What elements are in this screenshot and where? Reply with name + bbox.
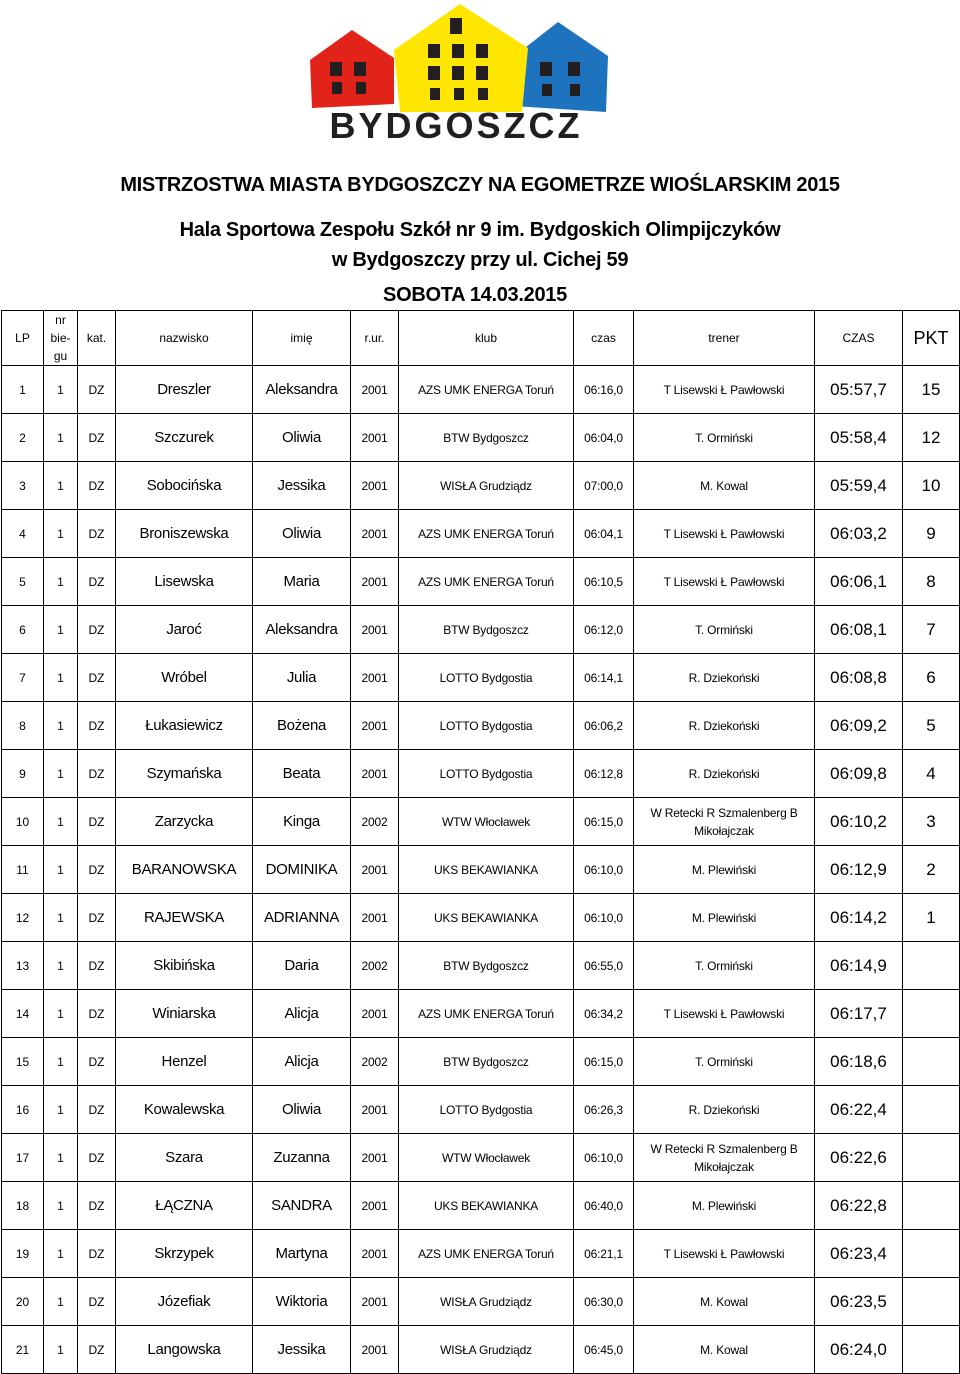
cell-lp: 13 [2,942,44,990]
table-row [2,846,960,894]
table-row [2,510,960,558]
cell-trener: M. Plewiński [634,846,815,894]
cell-nr-biegu: 1 [44,1230,78,1278]
cell-kat: DZ [78,1134,116,1182]
cell-imie: Alicja [253,990,351,1038]
cell-imie: Oliwia [253,414,351,462]
cell-klub: AZS UMK ENERGA Toruń [399,990,574,1038]
col-trener: trener [634,311,815,366]
cell-nr-biegu: 1 [44,606,78,654]
col-nr-biegu: nr bie- gu [44,311,78,366]
cell-czas-final: 06:12,9 [815,846,903,894]
table-row [2,414,960,462]
cell-nazwisko: BARANOWSKA [116,846,253,894]
cell-lp: 20 [2,1278,44,1326]
cell-czas: 06:10,0 [574,1134,634,1182]
cell-trener: M. Kowal [634,1326,815,1374]
cell-nr-biegu: 1 [44,942,78,990]
table-row [2,462,960,510]
cell-pkt [903,1278,960,1326]
cell-kat: DZ [78,1326,116,1374]
table-row [2,702,960,750]
cell-kat: DZ [78,414,116,462]
cell-klub: WISŁA Grudziądz [399,1326,574,1374]
cell-klub: WISŁA Grudziądz [399,1278,574,1326]
cell-nazwisko: Henzel [116,1038,253,1086]
cell-czas: 06:40,0 [574,1182,634,1230]
cell-pkt: 2 [903,846,960,894]
cell-nr-biegu: 1 [44,1038,78,1086]
cell-klub: LOTTO Bydgostia [399,654,574,702]
cell-klub: WISŁA Grudziądz [399,462,574,510]
cell-czas-final: 05:58,4 [815,414,903,462]
cell-lp: 4 [2,510,44,558]
cell-pkt: 10 [903,462,960,510]
cell-nazwisko: Skibińska [116,942,253,990]
cell-czas-final: 06:08,8 [815,654,903,702]
cell-imie: Oliwia [253,510,351,558]
cell-imie: DOMINIKA [253,846,351,894]
cell-pkt [903,1134,960,1182]
cell-imie: Maria [253,558,351,606]
results-table [1,310,960,1374]
cell-pkt: 6 [903,654,960,702]
cell-trener: T. Ormiński [634,942,815,990]
col-rur: r.ur. [351,311,399,366]
cell-lp: 7 [2,654,44,702]
cell-rur: 2001 [351,558,399,606]
cell-klub: UKS BEKAWIANKA [399,1182,574,1230]
cell-trener: R. Dziekoński [634,702,815,750]
cell-czas-final: 06:09,8 [815,750,903,798]
cell-kat: DZ [78,606,116,654]
cell-trener: R. Dziekoński [634,750,815,798]
cell-nr-biegu: 1 [44,798,78,846]
cell-nr-biegu: 1 [44,654,78,702]
cell-pkt: 4 [903,750,960,798]
cell-pkt: 12 [903,414,960,462]
cell-czas: 06:04,0 [574,414,634,462]
cell-rur: 2001 [351,894,399,942]
cell-czas-final: 06:14,9 [815,942,903,990]
cell-rur: 2001 [351,1134,399,1182]
cell-rur: 2001 [351,1326,399,1374]
cell-rur: 2001 [351,414,399,462]
cell-imie: SANDRA [253,1182,351,1230]
table-row [2,798,960,846]
cell-nr-biegu: 1 [44,366,78,414]
cell-czas: 06:16,0 [574,366,634,414]
col-lp: LP [2,311,44,366]
cell-nr-biegu: 1 [44,462,78,510]
cell-klub: LOTTO Bydgostia [399,702,574,750]
cell-kat: DZ [78,1230,116,1278]
cell-pkt: 5 [903,702,960,750]
cell-trener: T. Ormiński [634,1038,815,1086]
cell-nazwisko: Sobocińska [116,462,253,510]
cell-imie: Alicja [253,1038,351,1086]
cell-pkt: 7 [903,606,960,654]
cell-czas-final: 06:18,6 [815,1038,903,1086]
cell-kat: DZ [78,846,116,894]
cell-klub: BTW Bydgoszcz [399,942,574,990]
table-row [2,750,960,798]
cell-trener: T Lisewski Ł Pawłowski [634,510,815,558]
cell-imie: Aleksandra [253,606,351,654]
blue-house-icon [512,22,608,112]
cell-nazwisko: Szczurek [116,414,253,462]
cell-rur: 2001 [351,702,399,750]
cell-trener: M. Plewiński [634,894,815,942]
table-row [2,558,960,606]
cell-trener: W Retecki R Szmalenberg B Mikołajczak [634,1134,815,1182]
table-row [2,1182,960,1230]
cell-lp: 11 [2,846,44,894]
cell-czas-final: 06:08,1 [815,606,903,654]
cell-nr-biegu: 1 [44,1134,78,1182]
cell-kat: DZ [78,1278,116,1326]
cell-czas: 06:12,0 [574,606,634,654]
cell-trener: M. Kowal [634,462,815,510]
cell-lp: 14 [2,990,44,1038]
cell-nazwisko: Broniszewska [116,510,253,558]
cell-lp: 2 [2,414,44,462]
cell-rur: 2001 [351,366,399,414]
cell-nr-biegu: 1 [44,414,78,462]
cell-czas: 06:04,1 [574,510,634,558]
cell-lp: 18 [2,1182,44,1230]
cell-czas-final: 05:57,7 [815,366,903,414]
cell-lp: 5 [2,558,44,606]
cell-trener: T. Ormiński [634,606,815,654]
logo-wordmark: BYDGOSZCZ [329,105,583,146]
cell-imie: Bożena [253,702,351,750]
cell-nazwisko: Józefiak [116,1278,253,1326]
cell-nazwisko: Jaroć [116,606,253,654]
cell-pkt: 1 [903,894,960,942]
cell-nazwisko: Dreszler [116,366,253,414]
col-kat: kat. [78,311,116,366]
cell-rur: 2001 [351,654,399,702]
cell-klub: UKS BEKAWIANKA [399,846,574,894]
cell-klub: BTW Bydgoszcz [399,606,574,654]
cell-nazwisko: Skrzypek [116,1230,253,1278]
cell-lp: 6 [2,606,44,654]
cell-klub: LOTTO Bydgostia [399,750,574,798]
red-house-icon [310,30,394,108]
cell-trener: M. Kowal [634,1278,815,1326]
venue-line-2: w Bydgoszczy przy ul. Cichej 59 [331,249,629,271]
cell-nr-biegu: 1 [44,1326,78,1374]
table-row [2,1038,960,1086]
cell-nr-biegu: 1 [44,990,78,1038]
cell-imie: Zuzanna [253,1134,351,1182]
cell-lp: 3 [2,462,44,510]
table-header [2,311,960,366]
cell-trener: M. Plewiński [634,1182,815,1230]
cell-czas-final: 06:10,2 [815,798,903,846]
cell-kat: DZ [78,654,116,702]
cell-nazwisko: Lisewska [116,558,253,606]
cell-nr-biegu: 1 [44,510,78,558]
cell-rur: 2001 [351,462,399,510]
cell-nr-biegu: 1 [44,558,78,606]
cell-lp: 16 [2,1086,44,1134]
cell-imie: Beata [253,750,351,798]
cell-klub: AZS UMK ENERGA Toruń [399,366,574,414]
cell-nr-biegu: 1 [44,846,78,894]
cell-czas: 06:55,0 [574,942,634,990]
cell-czas-final: 06:22,4 [815,1086,903,1134]
venue-line-1: Hala Sportowa Zespołu Szkół nr 9 im. Bydgoskich Olimpijczyków [179,219,781,241]
cell-imie: Jessika [253,1326,351,1374]
col-klub: klub [399,311,574,366]
cell-nazwisko: Szymańska [116,750,253,798]
cell-lp: 21 [2,1326,44,1374]
cell-czas: 06:10,5 [574,558,634,606]
cell-trener: T Lisewski Ł Pawłowski [634,558,815,606]
cell-pkt: 3 [903,798,960,846]
cell-kat: DZ [78,462,116,510]
cell-czas: 06:15,0 [574,798,634,846]
cell-klub: AZS UMK ENERGA Toruń [399,510,574,558]
cell-imie: ADRIANNA [253,894,351,942]
cell-imie: Daria [253,942,351,990]
cell-kat: DZ [78,702,116,750]
cell-kat: DZ [78,750,116,798]
cell-trener: R. Dziekoński [634,654,815,702]
col-czas-final: CZAS [815,311,903,366]
cell-trener: R. Dziekoński [634,1086,815,1134]
cell-nr-biegu: 1 [44,1278,78,1326]
cell-czas: 06:12,8 [574,750,634,798]
cell-czas: 06:34,2 [574,990,634,1038]
cell-trener: T Lisewski Ł Pawłowski [634,990,815,1038]
cell-czas: 06:14,1 [574,654,634,702]
cell-kat: DZ [78,558,116,606]
cell-czas: 06:26,3 [574,1086,634,1134]
cell-kat: DZ [78,942,116,990]
cell-lp: 12 [2,894,44,942]
cell-czas: 06:15,0 [574,1038,634,1086]
cell-pkt: 9 [903,510,960,558]
cell-czas-final: 06:09,2 [815,702,903,750]
cell-czas: 06:21,1 [574,1230,634,1278]
cell-nazwisko: Szara [116,1134,253,1182]
cell-czas: 06:06,2 [574,702,634,750]
cell-nr-biegu: 1 [44,894,78,942]
table-row [2,1278,960,1326]
cell-lp: 15 [2,1038,44,1086]
col-pkt: PKT [903,311,960,366]
cell-rur: 2002 [351,942,399,990]
cell-trener: T Lisewski Ł Pawłowski [634,1230,815,1278]
cell-czas-final: 06:03,2 [815,510,903,558]
col-imie: imię [253,311,351,366]
cell-rur: 2001 [351,750,399,798]
cell-pkt [903,1086,960,1134]
cell-imie: Kinga [253,798,351,846]
cell-czas: 06:10,0 [574,846,634,894]
cell-czas-final: 06:23,5 [815,1278,903,1326]
cell-rur: 2001 [351,1278,399,1326]
cell-klub: WTW Włocławek [399,1134,574,1182]
cell-lp: 1 [2,366,44,414]
cell-klub: AZS UMK ENERGA Toruń [399,1230,574,1278]
table-row [2,606,960,654]
cell-nazwisko: Wróbel [116,654,253,702]
col-czas: czas [574,311,634,366]
cell-lp: 19 [2,1230,44,1278]
cell-czas-final: 06:06,1 [815,558,903,606]
cell-kat: DZ [78,798,116,846]
event-date: SOBOTA 14.03.2015 [383,284,567,306]
cell-imie: Jessika [253,462,351,510]
cell-pkt [903,1326,960,1374]
cell-rur: 2001 [351,1182,399,1230]
cell-klub: UKS BEKAWIANKA [399,894,574,942]
cell-nazwisko: Zarzycka [116,798,253,846]
cell-rur: 2001 [351,606,399,654]
cell-lp: 10 [2,798,44,846]
cell-rur: 2001 [351,1230,399,1278]
yellow-house-icon [394,4,528,112]
cell-pkt: 15 [903,366,960,414]
cell-pkt: 8 [903,558,960,606]
cell-czas-final: 06:14,2 [815,894,903,942]
cell-klub: WTW Włocławek [399,798,574,846]
cell-imie: Oliwia [253,1086,351,1134]
cell-klub: LOTTO Bydgostia [399,1086,574,1134]
cell-nr-biegu: 1 [44,1182,78,1230]
bydgoszcz-logo [290,0,620,150]
cell-rur: 2002 [351,1038,399,1086]
table-row [2,1134,960,1182]
cell-czas-final: 05:59,4 [815,462,903,510]
cell-nazwisko: Winiarska [116,990,253,1038]
table-row [2,366,960,414]
cell-nazwisko: RAJEWSKA [116,894,253,942]
col-nazwisko: nazwisko [116,311,253,366]
cell-imie: Wiktoria [253,1278,351,1326]
cell-rur: 2002 [351,798,399,846]
cell-imie: Julia [253,654,351,702]
cell-kat: DZ [78,1182,116,1230]
cell-pkt [903,1230,960,1278]
cell-imie: Martyna [253,1230,351,1278]
cell-trener: T. Ormiński [634,414,815,462]
cell-kat: DZ [78,990,116,1038]
cell-klub: AZS UMK ENERGA Toruń [399,558,574,606]
cell-trener: T Lisewski Ł Pawłowski [634,366,815,414]
cell-czas-final: 06:17,7 [815,990,903,1038]
cell-czas-final: 06:22,8 [815,1182,903,1230]
cell-kat: DZ [78,366,116,414]
cell-czas: 06:10,0 [574,894,634,942]
page-title: MISTRZOSTWA MIASTA BYDGOSZCZY NA EGOMETRZE WIOŚLARSKIM 2015 [120,174,840,196]
cell-trener: W Retecki R Szmalenberg B Mikołajczak [634,798,815,846]
cell-nr-biegu: 1 [44,702,78,750]
cell-czas: 06:45,0 [574,1326,634,1374]
table-row [2,1326,960,1374]
table-row [2,894,960,942]
cell-klub: BTW Bydgoszcz [399,414,574,462]
cell-czas: 07:00,0 [574,462,634,510]
cell-lp: 8 [2,702,44,750]
cell-rur: 2001 [351,846,399,894]
cell-czas: 06:30,0 [574,1278,634,1326]
table-row [2,1086,960,1134]
cell-lp: 17 [2,1134,44,1182]
cell-nazwisko: Langowska [116,1326,253,1374]
cell-imie: Aleksandra [253,366,351,414]
cell-nazwisko: Łukasiewicz [116,702,253,750]
cell-kat: DZ [78,1086,116,1134]
cell-nazwisko: ŁĄCZNA [116,1182,253,1230]
cell-czas-final: 06:22,6 [815,1134,903,1182]
cell-nr-biegu: 1 [44,1086,78,1134]
cell-kat: DZ [78,510,116,558]
cell-nazwisko: Kowalewska [116,1086,253,1134]
cell-pkt [903,990,960,1038]
cell-kat: DZ [78,1038,116,1086]
cell-nr-biegu: 1 [44,750,78,798]
cell-pkt [903,1038,960,1086]
cell-klub: BTW Bydgoszcz [399,1038,574,1086]
cell-pkt [903,1182,960,1230]
table-row [2,1230,960,1278]
cell-czas-final: 06:23,4 [815,1230,903,1278]
table-row [2,654,960,702]
cell-czas-final: 06:24,0 [815,1326,903,1374]
cell-pkt [903,942,960,990]
cell-lp: 9 [2,750,44,798]
cell-rur: 2001 [351,510,399,558]
table-row [2,990,960,1038]
cell-rur: 2001 [351,1086,399,1134]
cell-kat: DZ [78,894,116,942]
cell-rur: 2001 [351,990,399,1038]
table-row [2,942,960,990]
